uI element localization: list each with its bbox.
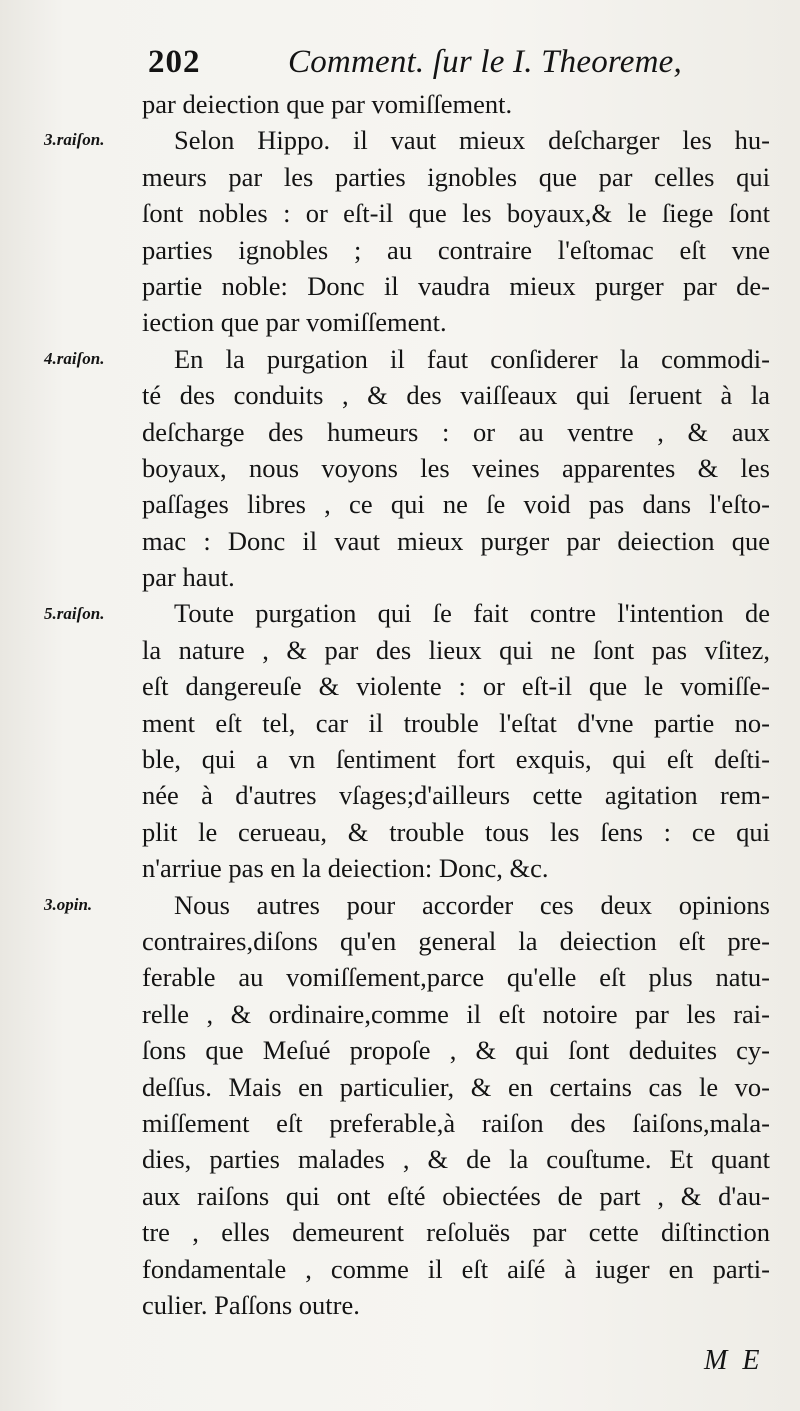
text-line: miſſement eſt preferable,à raiſon des ſaiſons,mala-: [142, 1107, 770, 1138]
text-line: meurs par les parties ignobles que par celles qui: [142, 161, 770, 192]
text-line: ble, qui a vn ſentiment fort exquis, qui eſt deſti-: [142, 744, 770, 775]
text-line: ſons que Meſué propoſe , & qui ſont deduites cy-: [142, 1035, 770, 1066]
text-line: par haut.: [142, 562, 235, 593]
margin-note: 3.raiſon.: [44, 130, 105, 150]
text-line: parties ignobles ; au contraire l'eſtomac eſt vne: [142, 234, 770, 265]
text-line: dies, parties malades , & de la couſtume. Et quant: [142, 1144, 770, 1175]
text-line: tre , elles demeurent reſoluës par cette diſtinction: [142, 1217, 770, 1248]
text-line: deſcharge des humeurs : or au ventre , & aux: [142, 416, 770, 447]
margin-note: 5.raiſon.: [44, 603, 105, 623]
catchword: M E: [704, 1345, 764, 1376]
text-line: aux raiſons qui ont eſté obiectées de part , & d'au-: [142, 1180, 770, 1211]
running-head: Comment. ſur le I. Theoreme,: [288, 44, 682, 80]
text-line: ment eſt tel, car il trouble l'eſtat d'vne partie no-: [142, 707, 770, 738]
text-line: boyaux, nous voyons les veines apparentes & les: [142, 452, 770, 483]
text-line: Nous autres pour accorder ces deux opinions: [174, 889, 770, 920]
margin-note: 4.raiſon.: [44, 348, 105, 368]
margin-note: 3.opin.: [44, 894, 93, 914]
text-line: partie noble: Donc il vaudra mieux purger par de-: [142, 270, 770, 301]
text-line: Toute purgation qui ſe fait contre l'intention de: [174, 598, 770, 629]
text-line: ferable au vomiſſement,parce qu'elle eſt plus natu-: [142, 962, 770, 993]
text-line: eſt dangereuſe & violente : or eſt-il que le vomiſſe-: [142, 671, 770, 702]
page-header: [148, 38, 778, 86]
text-line: deſſus. Mais en particulier, & en certains cas le vo-: [142, 1071, 770, 1102]
text-line: née à d'autres vſages;d'ailleurs cette agitation rem-: [142, 780, 770, 811]
text-line: paſſages libres , ce qui ne ſe void pas dans l'eſto-: [142, 489, 770, 520]
text-line: mac : Donc il vaut mieux purger par deiection que: [142, 525, 770, 556]
text-line: En la purgation il faut conſiderer la commodi-: [174, 343, 770, 374]
text-line: ſont nobles : or eſt-il que les boyaux,& le ſiege ſont: [142, 198, 770, 229]
text-line: iection que par vomiſſement.: [142, 307, 447, 338]
text-line: contraires,diſons qu'en general la deiection eſt pre-: [142, 925, 770, 956]
text-line: la nature , & par des lieux qui ne ſont pas vſitez,: [142, 634, 770, 665]
text-line: té des conduits , & des vaiſſeaux qui ſeruent à la: [142, 380, 770, 411]
page-number: 202: [148, 44, 201, 80]
text-line: n'arriue pas en la deiection: Donc, &c.: [142, 853, 549, 884]
text-line: culier. Paſſons outre.: [142, 1289, 360, 1320]
text-line: fondamentale , comme il eſt aiſé à iuger en parti-: [142, 1253, 770, 1284]
text-line: par deiection que par vomiſſement.: [142, 89, 513, 119]
body-text: [142, 86, 770, 1323]
text-line: relle , & ordinaire,comme il eſt notoire par les rai-: [142, 998, 770, 1029]
text-line: Selon Hippo. il vaut mieux deſcharger les hu-: [174, 125, 770, 156]
text-line: plit le cerueau, & trouble tous les ſens : ce qui: [142, 816, 770, 847]
